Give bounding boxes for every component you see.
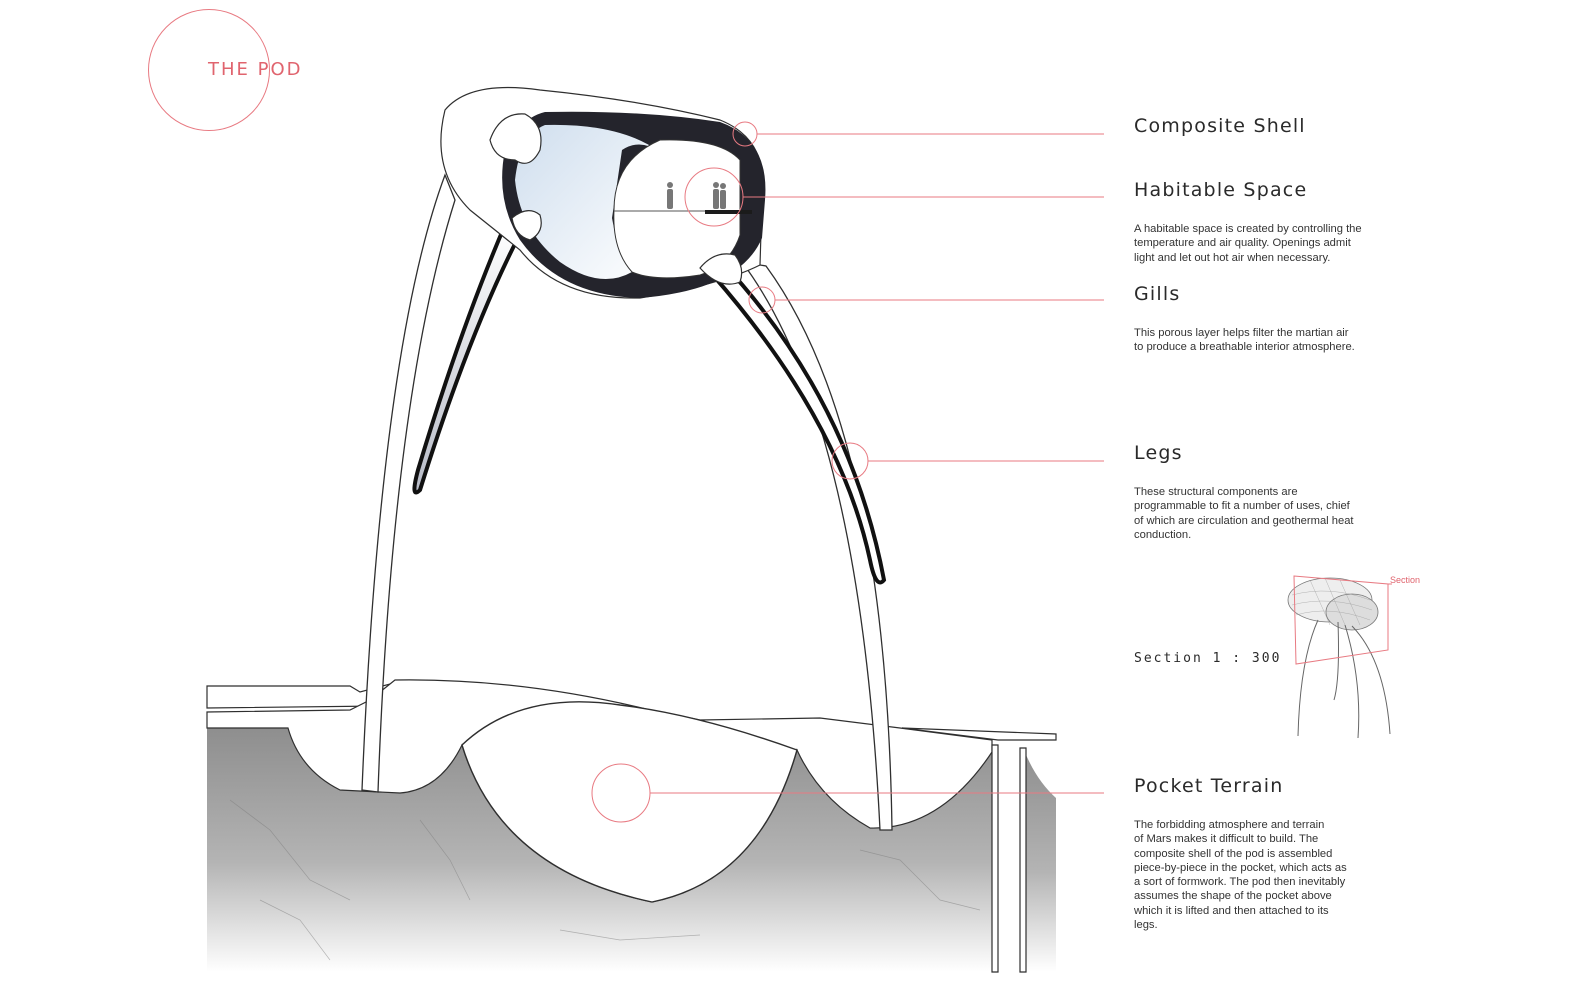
pocket-terrain-heading: Pocket Terrain bbox=[1134, 775, 1284, 797]
pocket-terrain-description: The forbidding atmosphere and terrain of Mars makes it difficult to build. The composite shell of the pod is assembled piece-by-piece in the pocket, which acts as a sort of formwork. The pod then inevitably assumes the shape of the pocket above which it is lifted and then attached to its legs. bbox=[1134, 819, 1347, 932]
habitable-space-heading: Habitable Space bbox=[1134, 179, 1308, 201]
floor-slab bbox=[705, 210, 752, 214]
legs-heading: Legs bbox=[1134, 442, 1183, 464]
composite-shell-heading: Composite Shell bbox=[1134, 115, 1306, 137]
legs-description: These structural components are programmable to fit a number of uses, chief of which are circulation and geothermal heat conduction. bbox=[1134, 486, 1354, 541]
section-key-drawing bbox=[1288, 576, 1392, 738]
gills-description: This porous layer helps filter the martian air to produce a breathable interior atmosphere. bbox=[1134, 327, 1355, 354]
gills-heading: Gills bbox=[1134, 283, 1181, 305]
page-title: THE POD bbox=[208, 59, 303, 80]
habitable-space-description: A habitable space is created by controlling the temperature and air quality. Openings admit light and let out hot air when necessary. bbox=[1134, 223, 1362, 264]
ground-right-block bbox=[1024, 750, 1056, 972]
section-tag-label: Section bbox=[1390, 575, 1421, 585]
section-scale-label: Section 1 : 300 bbox=[1134, 651, 1282, 666]
